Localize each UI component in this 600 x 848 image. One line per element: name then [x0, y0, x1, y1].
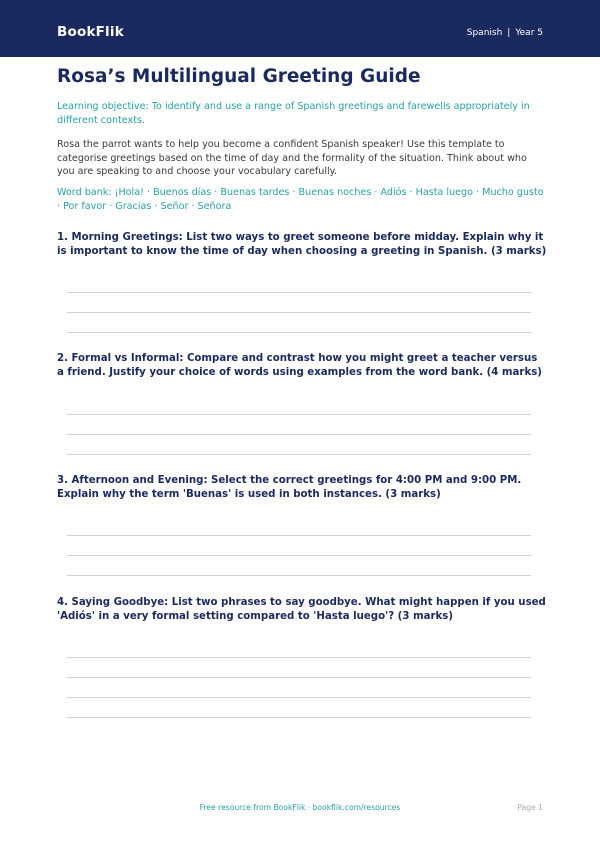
question-1: 1. Morning Greetings: List two ways to greet someone before midday. Explain why it is important to know the time of day when choosing a greeting in Spanish. (3 marks): [57, 232, 547, 257]
answer-line-4-2[interactable]: [67, 677, 531, 678]
level-label: Year 5: [515, 28, 543, 38]
answer-line-1-2[interactable]: [67, 312, 531, 313]
answer-line-4-4[interactable]: [67, 717, 531, 718]
answer-line-1-3[interactable]: [67, 332, 531, 333]
answer-line-1-1[interactable]: [67, 292, 531, 293]
answer-line-2-2[interactable]: [67, 434, 531, 435]
question-4: 4. Saying Goodbye: List two phrases to say goodbye. What might happen if you used 'Adiós' in a very formal setting compared to 'Hasta luego'? (3 marks): [57, 597, 546, 622]
answer-line-2-1[interactable]: [67, 414, 531, 415]
question-2: 2. Formal vs Informal: Compare and contrast how you might greet a teacher versus a friend. Justify your choice of words using examples from the word bank. (4 marks): [57, 353, 542, 378]
learning-objective: Learning objective: To identify and use a range of Spanish greetings and farewells appropriately in different contexts.: [57, 101, 530, 126]
answer-line-4-3[interactable]: [67, 697, 531, 698]
answer-line-3-3[interactable]: [67, 575, 531, 576]
footer-link[interactable]: Free resource from BookFlik · bookflik.com/resources: [199, 803, 401, 812]
answer-line-3-2[interactable]: [67, 555, 531, 556]
subject-label: Spanish: [466, 28, 503, 38]
page-number: Page 1: [517, 803, 543, 812]
header-bar: [0, 0, 600, 57]
brand-logo-text[interactable]: BookFlik: [57, 24, 124, 40]
answer-line-3-1[interactable]: [67, 535, 531, 536]
word-bank: Word bank: ¡Hola! · Buenos días · Buenas tardes · Buenas noches · Adiós · Hasta luego · Mucho gusto · Por favor · Gracias · Señor · Señora: [57, 187, 544, 212]
answer-line-4-1[interactable]: [67, 657, 531, 658]
page-title: Rosa’s Multilingual Greeting Guide: [57, 66, 421, 87]
subject-level: [467, 28, 543, 38]
question-3: 3. Afternoon and Evening: Select the correct greetings for 4:00 PM and 9:00 PM. Explain why the term 'Buenas' is used in both instances. (3 marks): [57, 475, 522, 500]
separator: |: [507, 28, 511, 38]
intro-paragraph: Rosa the parrot wants to help you become a confident Spanish speaker! Use this template to categorise greetings based on the time of day and the formality of the situation. Think about who you are speaking to and choose your vocabulary carefully.: [57, 139, 527, 177]
answer-line-2-3[interactable]: [67, 454, 531, 455]
